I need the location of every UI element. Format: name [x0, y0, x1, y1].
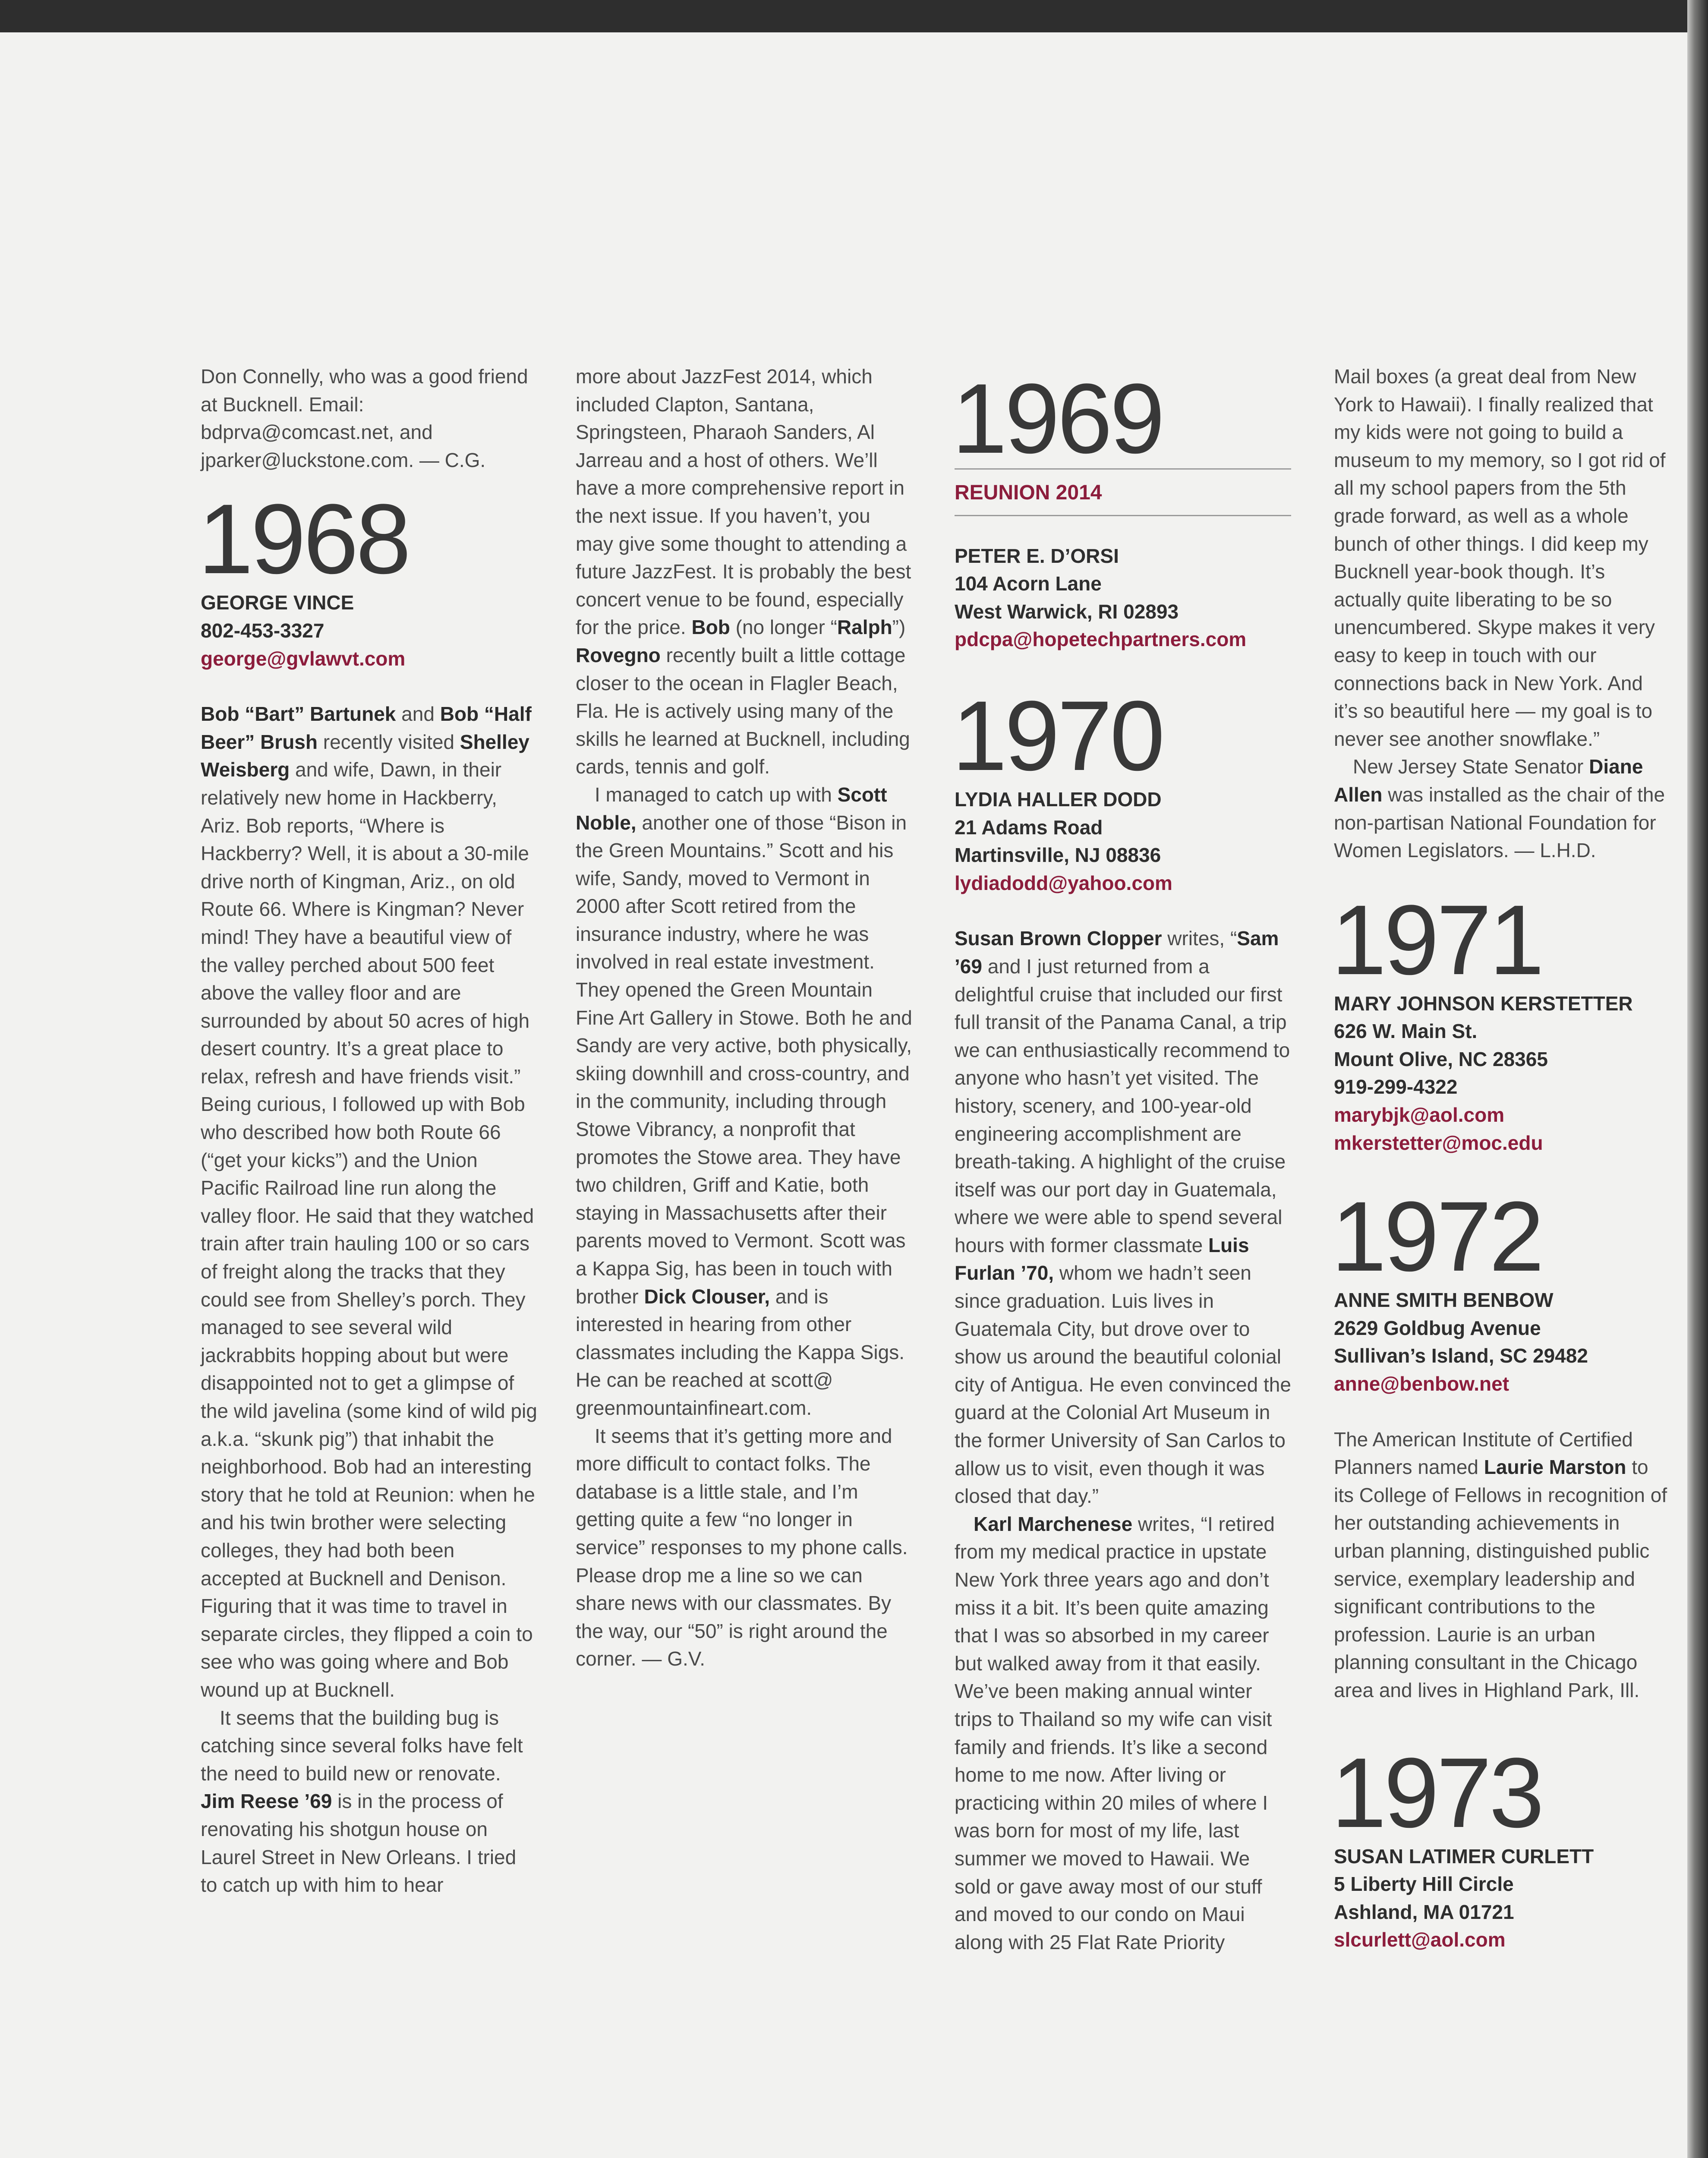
page-spine-shadow: [1687, 0, 1708, 2158]
text: writes, “I retired from my medical practice in upstate New York three years ago and don’t miss it a bit. It’s been quite amazing that I was so absorbed in my career but walked away from it that easily. We’ve been making annual winter trips to Thailand so my wife can visit family and friends. It’s like a second home to me now. After living or practicing within 20 miles of where I was born for most of my life, last summer we moved to Hawaii. We sold or gave away most of our stuff and moved to our condo on Maui along with 25 Flat Rate Priority: [955, 1512, 1275, 1953]
class-secretary-1970: [955, 786, 1291, 897]
name-mention: Karl Marchenese: [974, 1512, 1133, 1535]
secretary-address-line2: Martinsville, NJ 08836: [955, 844, 1161, 867]
name-mention: Jim Reese ’69: [201, 1790, 332, 1813]
secretary-email[interactable]: slcurlett@aol.com: [1334, 1928, 1506, 1951]
paragraph: [201, 700, 537, 1704]
name-mention: Sam ’69: [955, 927, 1279, 978]
class-secretary-1968: [201, 589, 537, 672]
secretary-email[interactable]: anne@benbow.net: [1334, 1372, 1509, 1395]
text: recently visited: [317, 730, 460, 753]
year-1972-heading: 1972: [1331, 1181, 1542, 1292]
name-mention: Rovegno: [576, 644, 661, 666]
name-mention: Bob: [691, 616, 730, 639]
class-secretary-1972: [1334, 1286, 1670, 1398]
secretary-address-line2: Ashland, MA 01721: [1334, 1900, 1514, 1923]
text: and wife, Dawn, in their relatively new home in Hackberry, Ariz. Bob reports, “Where is Hackberry? Well, it is about a 30-mile drive north of Kingman, Ariz., on old Route 66. Where is Kingman? Never mind! They have a beautiful view of the valley perched about 500 feet above the valley floor and are surrounded by about 50 acres of high desert country. It’s a great place to relax, refresh and have friends visit.” Being curious, I followed up with Bob who described how both Route 66 (“get your kicks”) and the Union Pacific Railroad line run along the valley floor. He said that they watched train after train hauling 100 or so cars of freight along the tracks that they could see from Shelley’s porch. They managed to see several wild jackrabbits hopping about but were disappointed not to get a glimpse of the wild javelina (some kind of wild pig a.k.a. “skunk pig”) that inhabit the neighborhood. Bob had an interesting story that he told at Reunion: when he and his twin brother were selecting colleges, they had both been accepted at Bucknell and Denison. Figuring that it was time to travel in separate circles, they flipped a coin to see who was going where and Bob wound up at Bucknell.: [201, 758, 537, 1701]
paragraph: [576, 781, 912, 1422]
name-mention: Susan Brown Clopper: [955, 927, 1162, 950]
secretary-name: ANNE SMITH BENBOW: [1334, 1289, 1554, 1312]
text: New Jersey State Senator: [1353, 755, 1589, 778]
class-secretary-1969: [955, 542, 1291, 653]
text: to its College of Fellows in recognition of her outstanding achievements in urban planning, distinguished public service, exemplary leadership and significant contributions to the profession. Laurie is an urban planning consultant in the Chicago area and lives in Highland Park, Ill.: [1334, 1456, 1667, 1701]
magazine-page: [0, 32, 1694, 2158]
paragraph: [1334, 1426, 1670, 1704]
secretary-address-line1: 104 Acorn Lane: [955, 572, 1102, 595]
secretary-address-line2: Mount Olive, NC 28365: [1334, 1047, 1548, 1070]
name-mention: Shelley Weisberg: [201, 730, 529, 781]
text: It seems that the building bug is catching since several folks have felt the need to build new or renovate.: [201, 1706, 523, 1785]
name-mention: Bob “Bart” Bartunek: [201, 703, 396, 726]
secretary-phone: 919-299-4322: [1334, 1076, 1458, 1098]
text: The American Institute of Certified Planners named: [1334, 1428, 1633, 1479]
year-1970-heading: 1970: [952, 680, 1163, 791]
column-1: [198, 363, 537, 1899]
paragraph: [955, 1510, 1291, 1956]
year-1969-heading: 1969: [952, 363, 1163, 474]
text: writes, “: [1162, 927, 1237, 950]
paragraph: It seems that it’s getting more and more difficult to contact folks. The database is a little stale, and I’m getting quite a few “no longer in service” responses to my phone calls. Please drop me a line so we can share news with our classmates. By the way, our “50” is right around the corner. — G.V.: [576, 1424, 908, 1670]
secretary-email[interactable]: marybjk@aol.com: [1334, 1104, 1505, 1126]
text: I managed to catch up with: [595, 783, 838, 806]
secretary-email[interactable]: george@gvlawvt.com: [201, 647, 406, 670]
paragraph: [1334, 753, 1670, 864]
secretary-address-line1: 5 Liberty Hill Circle: [1334, 1873, 1514, 1896]
secretary-name: GEORGE VINCE: [201, 591, 354, 614]
secretary-name: LYDIA HALLER DODD: [955, 788, 1162, 811]
text: another one of those “Bison in the Green Mountains.” Scott and his wife, Sandy, moved to Vermont in 2000 after Scott retired from the insurance industry, where he was involved in real estate investment. They opened the Green Mountain Fine Art Gallery in Stowe. Both he and Sandy are very active, both physically, skiing downhill and cross-country, and in the community, including through Stowe Vibrancy, a nonprofit that promotes the Stowe area. They have two children, Griff and Katie, both staying in Massachusetts after their parents moved to Vermont. Scott was a Kappa Sig, has been in touch with brother: [576, 811, 912, 1308]
text: recently built a little cottage closer to the ocean in Flagler Beach, Fla. He is actively using many of the skills he learned at Bucknell, including cards, tennis and golf.: [576, 644, 910, 778]
name-mention: Luis Furlan ’70,: [955, 1234, 1249, 1284]
text: more about JazzFest 2014, which included Clapton, Santana, Springsteen, Pharaoh Sanders, Al Jarreau and a host of others. We’ll have a more comprehensive report in the next issue. If you haven’t, you may give some thought to attending a future JazzFest. It is probably the best concert venue to be found, especially for the price.: [576, 365, 911, 639]
secretary-address-line1: 626 W. Main St.: [1334, 1020, 1478, 1043]
paragraph: [576, 363, 912, 781]
name-mention: Laurie Marston: [1484, 1456, 1626, 1479]
paragraph: [955, 924, 1291, 1510]
name-mention: Dick Clouser,: [644, 1285, 770, 1308]
text: whom we hadn’t seen since graduation. Luis lives in Guatemala City, but drove over to show us around the beautiful colonial city of Antigua. He even convinced the guard at the Colonial Art Museum in the former University of San Carlos to allow us to visit, even though it was closed that day.”: [955, 1262, 1291, 1508]
name-mention: Diane Allen: [1334, 755, 1643, 806]
text: and I just returned from a delightful cruise that included our first full transit of the Panama Canal, a trip we can enthusiastically recommend to anyone who hasn’t yet visited. The history, scenery, and 100-year-old engineering accomplishment are breath-taking. A highlight of the cruise itself was our port day in Guatemala, where we were able to spend several hours with former classmate: [955, 955, 1290, 1256]
secretary-address-line2: West Warwick, RI 02893: [955, 600, 1179, 623]
secretary-email-alt[interactable]: mkerstetter@moc.edu: [1334, 1131, 1543, 1154]
name-mention: Bob “Half Beer” Brush: [201, 703, 532, 753]
text: and: [396, 703, 440, 726]
secretary-name: PETER E. D’ORSI: [955, 544, 1119, 567]
reunion-banner: REUNION 2014: [955, 468, 1291, 516]
year-1971-heading: 1971: [1331, 884, 1542, 995]
intro-paragraph: Don Connelly, who was a good friend at Bucknell. Email: bdprva@comcast.net, and jparker@luckstone.com. — C.G.: [201, 365, 528, 471]
secretary-name: SUSAN LATIMER CURLETT: [1334, 1845, 1594, 1868]
year-1973-heading: 1973: [1331, 1737, 1542, 1848]
class-secretary-1973: [1334, 1843, 1670, 1954]
text: was installed as the chair of the non-partisan National Foundation for Women Legislators. — L.H.D.: [1334, 783, 1665, 862]
column-3: [952, 363, 1291, 1956]
paragraph: Mail boxes (a great deal from New York to Hawaii). I finally realized that my kids were not going to build a museum to my memory, so I got rid of all my school papers from the 5th grade forward, as well as a whole bunch of other things. I did keep my Bucknell year-book though. It’s actually quite liberating to be so unencumbered. Skype makes it very easy to keep in touch with our connections back in New York. And it’s so beautiful here — my goal is to never see another snowflake.”: [1334, 365, 1666, 750]
secretary-name: MARY JOHNSON KERSTETTER: [1334, 992, 1633, 1015]
secretary-address-line1: 2629 Goldbug Avenue: [1334, 1316, 1541, 1339]
column-2: [576, 363, 912, 1673]
secretary-address-line2: Sullivan’s Island, SC 29482: [1334, 1344, 1588, 1367]
name-mention: Ralph: [837, 616, 892, 639]
text: (no longer “: [730, 616, 837, 639]
year-1968-heading: 1968: [198, 483, 409, 595]
secretary-email[interactable]: lydiadodd@yahoo.com: [955, 871, 1172, 894]
text: and is interested in hearing from other classmates including the Kappa Sigs. He can be reached at scott@ greenmountainfineart.com.: [576, 1285, 904, 1419]
secretary-email[interactable]: pdcpa@hopetechpartners.com: [955, 628, 1247, 651]
secretary-address-line1: 21 Adams Road: [955, 816, 1103, 839]
text: is in the process of renovating his shotgun house on Laurel Street in New Orleans. I tried to catch up with him to hear: [201, 1790, 517, 1896]
paragraph: [201, 1704, 537, 1899]
text: ”): [892, 616, 906, 639]
column-4: [1331, 363, 1670, 1954]
secretary-phone: 802-453-3327: [201, 619, 325, 642]
class-secretary-1971: [1334, 990, 1670, 1157]
name-mention: Scott Noble,: [576, 783, 887, 834]
